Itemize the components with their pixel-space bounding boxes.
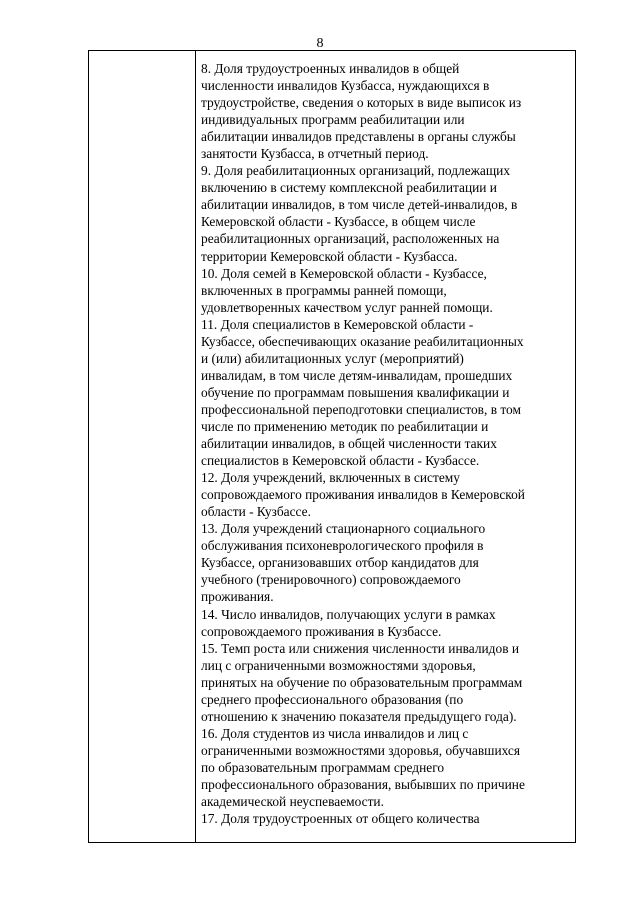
text-line: абилитации инвалидов, в том числе детей-инвалидов, в	[201, 197, 518, 213]
text-line: 13. Доля учреждений стационарного социального	[201, 521, 486, 537]
text-line: отношению к значению показателя предыдущего года).	[201, 708, 517, 724]
text-line: сопровождаемого проживания инвалидов в Кемеровской	[201, 487, 525, 503]
text-line: 9. Доля реабилитационных организаций, подлежащих	[201, 163, 511, 179]
text-line: 11. Доля специалистов в Кемеровской области -	[201, 316, 474, 332]
text-line: Кузбассе, организовавших отбор кандидатов для	[201, 555, 479, 571]
text-line: академической неуспеваемости.	[201, 794, 384, 810]
text-line: абилитации инвалидов представлены в органы службы	[201, 129, 516, 145]
document-table	[88, 50, 576, 843]
text-line: абилитации инвалидов, в общей численности таких	[201, 436, 497, 452]
text-line: инвалидам, в том числе детям-инвалидам, прошедших	[201, 367, 513, 383]
text-line: лиц с ограниченными возможностями здоровья,	[201, 657, 476, 673]
text-line: реабилитационных организаций, расположенных на	[201, 231, 500, 247]
text-line: численности инвалидов Кузбасса, нуждающихся в	[201, 78, 490, 94]
text-line: включенных в программы ранней помощи,	[201, 282, 447, 298]
text-line: среднего профессионального образования (по	[201, 691, 464, 707]
text-line: 12. Доля учреждений, включенных в систему	[201, 470, 460, 486]
text-line: учебного (тренировочного) сопровождаемого	[201, 572, 461, 588]
text-line: Кузбассе, обеспечивающих оказание реабилитационных	[201, 333, 524, 349]
page-number: 8	[316, 36, 324, 51]
text-line: 16. Доля студентов из числа инвалидов и лиц с	[201, 725, 469, 741]
text-line: трудоустройстве, сведения о которых в виде выписок из	[201, 95, 522, 111]
text-line: профессиональной переподготовки специалистов, в том	[201, 401, 521, 417]
text-line: сопровождаемого проживания в Кузбассе.	[201, 623, 442, 639]
table-left-column	[89, 51, 196, 842]
table-right-column-text	[201, 60, 573, 827]
text-line: 14. Число инвалидов, получающих услуги в рамках	[201, 606, 496, 622]
text-line: профессионального образования, выбывших по причине	[201, 776, 525, 792]
text-line: включению в систему комплексной реабилитации и	[201, 180, 497, 196]
text-line: по образовательным программам среднего	[201, 759, 445, 775]
text-line: числе по применению методик по реабилитации и	[201, 418, 489, 434]
text-line: занятости Кузбасса, в отчетный период.	[201, 146, 429, 162]
text-line: удовлетворенных качеством услуг ранней помощи.	[201, 299, 493, 315]
text-line: Кемеровской области - Кузбассе, в общем числе	[201, 214, 476, 230]
text-line: 8. Доля трудоустроенных инвалидов в общей	[201, 61, 460, 76]
text-line: обучение по программам повышения квалификации и	[201, 384, 510, 400]
text-line: проживания.	[201, 589, 274, 605]
text-line: специалистов в Кемеровской области - Кузбассе.	[201, 453, 480, 469]
text-line: принятых на обучение по образовательным программам	[201, 674, 523, 690]
text-line: 10. Доля семей в Кемеровской области - Кузбассе,	[201, 265, 487, 281]
text-line: обслуживания психоневрологического профиля в	[201, 538, 484, 554]
text-line: 17. Доля трудоустроенных от общего количества	[201, 811, 480, 827]
text-line: 15. Темп роста или снижения численности инвалидов и	[201, 640, 520, 656]
text-line: и (или) абилитационных услуг (мероприятий)	[201, 350, 464, 366]
text-line: области - Кузбассе.	[201, 504, 311, 520]
text-line: территории Кемеровской области - Кузбасса.	[201, 248, 458, 264]
text-line: индивидуальных программ реабилитации или	[201, 112, 465, 128]
text-line: ограниченными возможностями здоровья, обучавшихся	[201, 742, 521, 758]
